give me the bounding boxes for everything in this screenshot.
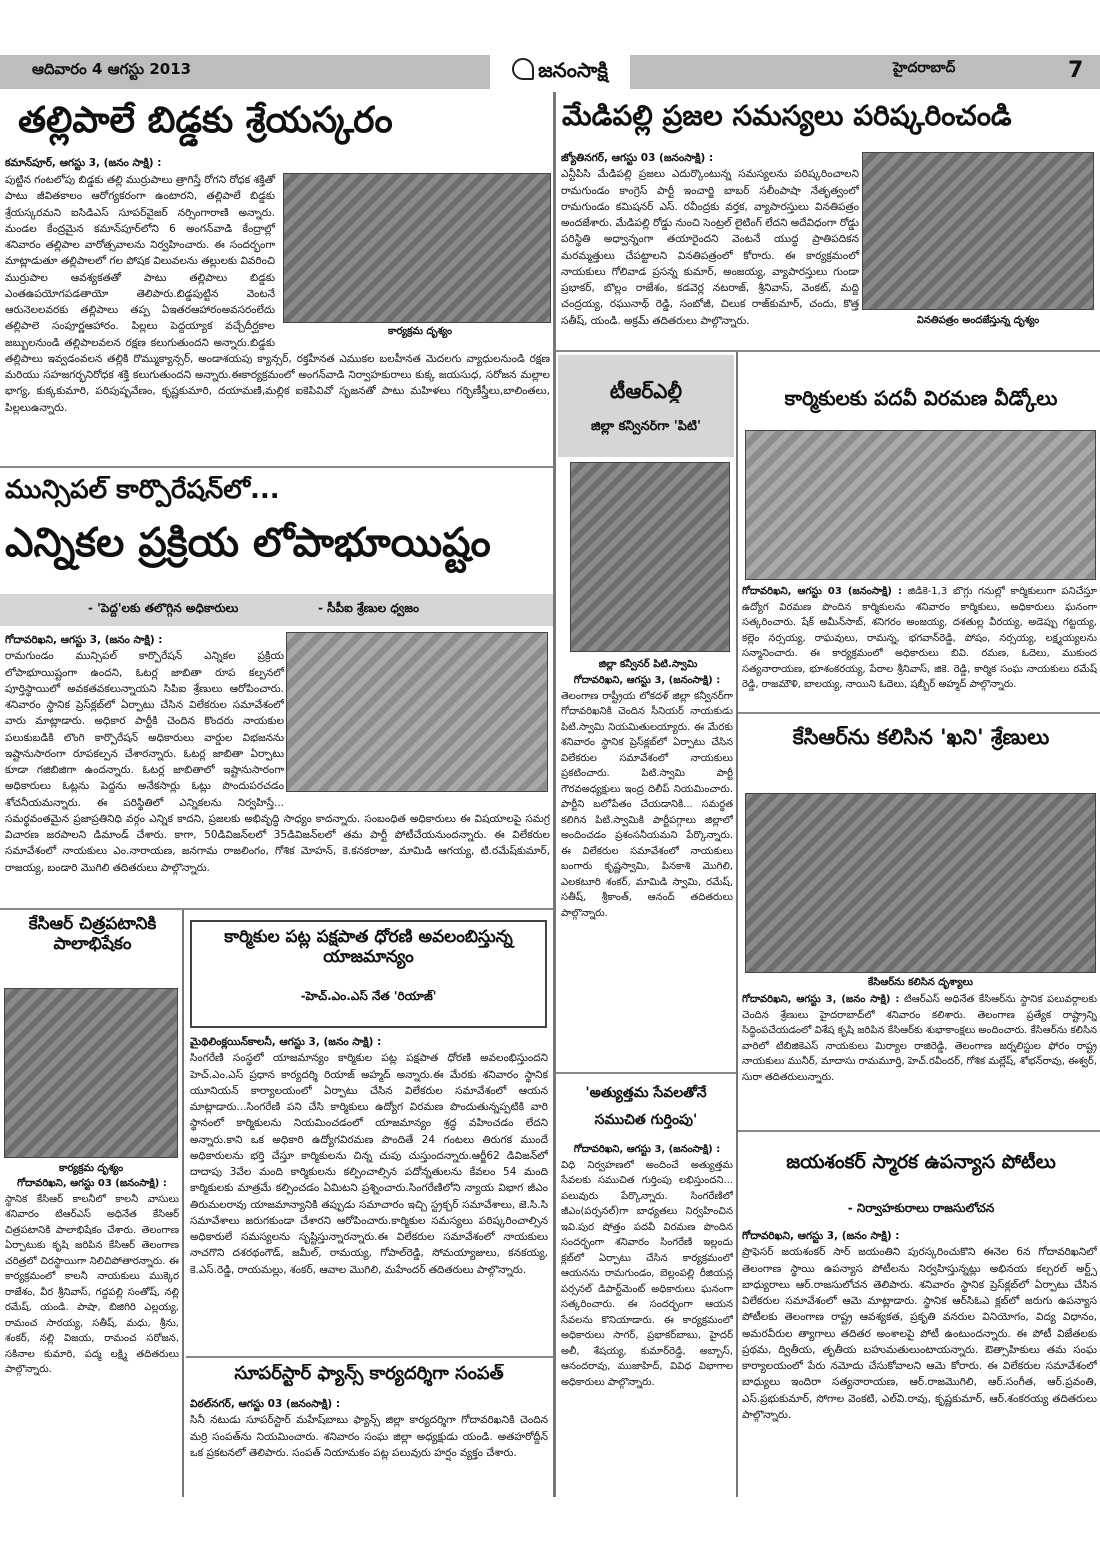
a3-headline: కేసిఆర్ చిత్రపటానికి పాలాభిషేకం [28, 915, 157, 954]
a8-dateline: గోదావరిఖని, ఆగస్టు 3, (జనంసాక్షి) : [573, 1144, 721, 1155]
a2-sub1: - 'పెద్ద'లకు తలొగ్గిన అధికారులు [88, 601, 239, 615]
a11-sub: - నిర్వాహకురాలు రాజసులోచన [847, 1202, 995, 1215]
masthead [490, 50, 630, 90]
a10-body: టిఆర్ఎస్ అధినేత కేసిఆర్‌ను స్థానిక పలువర్గాలకు చెందిన శ్రేణులు హైదరాబాద్‌లో శనివారం కలిశారు. తెలంగాణ ప్రత్యేక రాష్ట్రాన్ని సిద్ధింపచేయడంలో విశేష కృషి జరిపిన కేసిఆర్‌కు శుభాకాంక్షలు అందించారు. కేసిఆర్‌ను కలిసిన వారిలో టిబిజికెఎస్ నాయకులు మిర్యాల రాజిరెడ్డి, తెలంగాణ జర్నలిస్టుల ఫోరం రాష్ట్ర నాయకులు మునీర్, మాదాసు రామమూర్తి, హెచ్.రవీందర్, గోశిక మల్లేష్, శోభన్‌రావు, ఈశ్వర్, సురా తదితరులున్నారు. [742, 994, 1097, 1083]
a1-caption: కార్యక్రమ దృశ్యం [387, 326, 453, 337]
a3-caption: కార్యక్రమ దృశ్యం [58, 1163, 124, 1174]
a1-headline: తల్లిపాలే బిడ్డకు శ్రేయస్కరం [18, 100, 393, 141]
a6-body-wrap [561, 150, 1097, 346]
a7-photo [570, 462, 730, 652]
a1-body-wrap [5, 172, 550, 462]
a2-headline: ఎన్నికల ప్రక్రియ లోపాభూయిష్టం [5, 520, 491, 566]
column-divider [553, 92, 556, 1497]
a8-body: విధి నిర్వహణలో అందించే అత్యుత్తమ సేవలకు సముచిత గుర్తింపు లభిస్తుందని... పలువురు పేర్కొన్నారు. సింగరేణిలో జీఎం(పర్సనల్)గా బాధ్యతలు నిర్వహించిన ఇవి.పుర షోత్తం పదవీ విరమణ పొందిన సందర్భంగా శనివారం సింగరేణి ఇల్లందు క్లబ్‌లో ఏర్పాటు చేసిన కార్యక్రమంలో ఆయనను రామగుండం, బెల్లంపల్లి రీజియన్ల పర్సనల్ డిపార్ట్‌మెంట్ అధికారులు ఘనంగా సత్కరించారు. ఈ సందర్భంగా ఆయన సేవలను కొనియాడారు. ఈ కార్యక్రమంలో అధికారులు సాగర్, ప్రభాకర్‌బాబు, హైదర్ అలీ, శేషయ్య, కుమార్‌రెడ్డి, అబ్బాస్, ఆనందరావు, ముజాహిద్, వివిధ విభాగాల అధికారులు పాల్గొన్నారు. [561, 1159, 733, 1388]
a2-body-wrap [5, 632, 550, 902]
a11-body: ప్రొఫెసర్ జయశంకర్ సార్ జయంతిని పురస్కరించుకొని ఈనెల 6న గోదావరిఖనిలో తెలంగాణ స్థాయి ఉపన్యాస పోటీలను నిర్వహిస్తున్నట్లు అభినయ కల్చరల్ అర్ట్స్ బాధ్యురాలు ఆర్.రాజసులోచన తెలిపారు. శనివారం స్థానిక ప్రెస్‌క్లబ్‌లో ఏర్పాటు చేసిన విలేకరుల సమావేశంలో ఆమె మాట్లాడారు. స్థానిక ఆర్‌సిఓఎ క్లబ్‌లో జరుగు ఉపన్యాస పోటీలకు తెలంగాణ రాష్ట్ర ఆవశ్యకత, ప్రకృతి వనరుల వినియోగం, విద్య విధానం, అమరవీరుల త్యాగాలు తదితర అంశాలపై పోటీ ఉంటుందన్నారు. ఈ పోటీ విజేతలకు ప్రథమ, ద్వితీయ, తృతీయ బహుమతులుంటాయన్నారు. ఔత్సాహికులు తమ సంఘ కార్యాలయంలో పేరు నమోదు చేసుకోవాలని ఆమె కోరారు. ఈ విలేకరుల సమావేశంలో బాధ్యులు ఇందిరా సత్యనారాయణ, ఆర్.రాజమొగిలి, ఆర్.సంగీత, ఆర్.ప్రవంతి, ఎస్.ప్రభుకుమార్, సోగాల వెంకటి, ఎల్‌వి.రావు, కృష్ణకుమార్, ఆర్.శంకరయ్య తదితరులు పాల్గొన్నారు. [742, 1246, 1097, 1421]
a11-dateline: గోదావరిఖని, ఆగస్టు 3, (జనం సాక్షి) : [742, 1230, 900, 1242]
a9-body-wrap [742, 584, 1097, 704]
a7-body: తెలంగాణ రాష్ట్రీయ లోకదళ్ జిల్లా కన్వీనర్‌గా గోదావరిఖనికి చెందిన సీనియర్ నాయకుడు పిటి.స్వామి నియమితులయ్యారు. ఈ మేరకు శనివారం స్థానిక ప్రెస్‌క్లబ్‌లో ఏర్పాటు చేసిన విలేకరుల సమావేశంలో నాయకులు ప్రకటించారు. పిటి.స్వామి పార్టీ గౌరవఅధ్యక్షులు ఇంద్ర దిలీప్ నియమించారు. పార్టీని బలోపేతం చేయడానికి... సమర్థత కలిగిన పిటి.స్వామికి పార్టీపగ్గాలు జిల్లాలో అందించడం ప్రశంసనీయమని పేర్కొన్నారు. ఈ విలేకరుల సమావేశంలో నాయకులు బంగారు కృష్ణస్వామి, పినకాశి మొగిలి, ఎలకటూరి శంకర్, మామిడి స్వామి, రమేష్, సతీష్, శ్రీకాంత్, ఆనంద్ తదితరులు పాల్గొన్నారు. [561, 690, 733, 919]
a10-headline: కేసిఆర్‌ను కలిసిన 'ఖని' శ్రేణులు [792, 725, 1050, 749]
a2-dateline: గోదావరిఖని, ఆగస్టు 3, (జనం సాక్షి) : [5, 634, 163, 646]
a6-caption: వినతిపత్రం అందజేస్తున్న దృశ్యం [916, 315, 1040, 326]
a8-body-wrap [561, 1142, 733, 1497]
a11-body-wrap [742, 1228, 1097, 1498]
a5-body: సినీ నటుడు సూపర్‌స్టార్ మహేష్‌బాబు ఫ్యాన్స్ జిల్లా కార్యదర్శిగా గోదావరిఖనికి చెందిన మర్రి సంపత్‌ను నియమించారు. శనివారం సంఘ జిల్లా అధ్యక్షుడు యండి. అతహరోద్దీన్ ఒక ప్రకటనలో తెలిపారు. సంపత్ నియామకం పట్ల పలువురు హర్షం వ్యక్తం చేశారు. [190, 1414, 548, 1459]
a6-body: ఎన్టీపిసి మేడిపల్లి ప్రజలు ఎదుర్కొంటున్న సమస్యలను పరిష్కరించాలని రామగుండం కాంగ్రెస్ పార్టీ ఇంచార్జి బాబర్ సలీంపాషా నేతృత్వంలో రామగుండం కమిషనర్ ఎస్. రవీంద్రకు వర్తక, వ్యాపారస్తులు వినతిపత్రం అందజేశారు. మేడిపల్లి రోడ్డు నుంచి సెంట్రల్ లైటింగ్ లేదని అదేవిధంగా రోడ్డు పరిస్థితి అధ్వాన్నంగా తయారైందని వెంటనే యుద్ధ ప్రాతిపదికన మరమ్మత్తులు చేపట్టాలని వినతిపత్రంలో కోరారు. ఈ కార్యక్రమంలో నాయకులు గోలివాడ ప్రసన్న కుమార్, అంజయ్య, వ్యాపారస్తులు గుండా ప్రభాకర్, బొల్లం రాజేశం, కడవెర్ల నటరాజ్, శ్రీనివాస్, వెంకట్, మద్ది చంద్రయ్య, రఘునాథ్ రెడ్డి, సంబోజీ, చిలుక రాజ్‌కుమార్, చందు, కొత్త సతీష్, యండి. అక్రమ్ తదితరులు పాల్గొన్నారు. [561, 168, 859, 327]
a7-body-wrap [561, 673, 733, 1067]
a5-body-wrap [190, 1396, 548, 1496]
a9-photo [745, 430, 1096, 580]
a1-body: పుట్టిన గంటలోపు బిడ్డకు తల్లి ముర్రుపాలు త్రాగిస్తే రోగని రోధక శక్తితో పాటు జీవితకాలం ఆరోగ్యకరంగా ఉంటారని, తల్లిపాలే బిడ్డకు శ్రేయస్కరమని ఐసిడిఎస్ సూపర్‌వైజర్ నర్సింగారాణి అన్నారు. మండల కేంద్రమైన కమాన్‌పూర్‌లోని 6 అంగన్‌వాడి కేంద్రాల్లో శనివారం తల్లిపాల వారోత్సవాలను నిర్వహించారు. ఈ సందర్భంగా మాట్లాడుతూ తల్లిపాలలో గల పోషక విలువలను తల్లులకు వివరించి ముర్రుపాల ఆవశ్యకతతో పాటు తల్లిపాలు బిడ్డకు ఎంతఉపయోగపడతాయో తెలిపారు.బిడ్డపుట్టిన వెంటనే ఆరునెలలవరకు తల్లిపాలు తప్ప ఏఇతరఆహారంఅవసరంలేదు తల్లిపాలె సంపూర్ణఆహారం. పిల్లలు పెద్దయ్యాక వచ్చేదీర్ఘకాల జబ్బులనుండి తల్లిపాలవలన రక్షణ కలుగుతుందని అన్నారు.బిడ్డకు తల్లిపాలు ఇవ్వడంవలన తల్లికి రొమ్ముక్యాన్సర్, అండాశయపు క్యాన్సర్, రక్తహీనత ఎముకల బలహీనత మెదలగు వ్యాధులనుండి రక్షణ మరియు సహజగర్భనిరోధక శక్తి కలుగుతుందని అన్నారు.ఈకార్యక్రమంలో అంగన్‌వాడి నిర్వాహకురాలు కుక్క జయసుధ, సరోజన మల్లాల భాగ్య, కుక్కకుమారి, పరిపుష్పవేణం, కృష్ణకుమారి, దయామణి,మల్లిక ఐకెపివివో సృజనతో పాటు మహిళలు గర్భిణీస్త్రీలు,బాలింతలు, పిల్లలుఉన్నారు. [5, 174, 550, 414]
a11-headline: జయశంకర్ స్మారక ఉపన్యాస పోటీలు [786, 1152, 1056, 1173]
a9-dateline: గోదావరిఖని, ఆగస్టు 03 (జనంసాక్షి) : [742, 586, 902, 597]
a10-dateline: గోదావరిఖని, ఆగస్టు 3, (జనం సాక్షి) : [742, 994, 900, 1005]
a3-body: స్థానిక కేసిఆర్ కాలనీలో కాలనీ వాసులు శనివారం టిఆర్ఎస్ అధినేత కేసిఆర్ చిత్రపటానికి పాలాభిషేకం చేశారు. తెలంగాణ ఏర్పాటుకు కృషి జరిపిన కేసిఆర్ తెలంగాణ చరిత్రలో చిరస్థాయిగా నిలిచిపోతారన్నారు. ఈ కార్యక్రమంలో కాలనీ నాయకులు ముక్కెర రాజేశం, వీర శ్రీనివాస్, గద్దపల్లి సంతోష్, నల్లి రమేష్, యండి. పాషా, బిజిగిరి ఎల్లయ్య, రామంచ సారయ్య, సతీష్, మధు, శ్రీను, శంకర్, నల్లి విజయ, రామంచ సరోజన, సకినాల కుమారి, పద్మ లక్ష్మి తదితరులు పాల్గొన్నారు. [5, 1193, 179, 1375]
a9-headline: కార్మికులకు పదవీ విరమణ వీడ్కోలు [784, 387, 1058, 410]
a4-body-wrap [190, 1034, 548, 1352]
a7-sub: జిల్లా కన్వీనర్‌గా 'పిటి' [590, 420, 702, 434]
a7-caption: జిల్లా కన్వీనర్ పిటి.స్వామి [598, 659, 698, 670]
a2-kicker: మున్సిపల్ కార్పొరేషన్‌లో... [5, 476, 280, 505]
a10-caption: కేసిఆర్‌ను కలిసిన దృశ్యాలు [868, 977, 973, 988]
masthead-logo-icon [512, 58, 534, 80]
a3-dateline: గోదావరిఖని, ఆగస్టు 03 (జనంసాక్షి) : [17, 1178, 167, 1189]
a7-dateline: గోదావరిఖని, ఆగస్టు 3, (జనంసాక్షి) : [573, 675, 721, 686]
a6-dateline: జ్యోతినగర్, ఆగస్టు 03 (జనంసాక్షి) : [561, 152, 714, 164]
a10-photo [745, 793, 1096, 973]
a5-dateline: విఠల్‌నగర్, ఆగస్టు 03 (జనంసాక్షి) : [190, 1398, 341, 1410]
page-number: 7 [1068, 58, 1084, 83]
a5-headline: సూపర్‌స్టార్ ఫ్యాన్స్ కార్యదర్శిగా సంపత్ [234, 1364, 504, 1384]
a7-headline: టీఆర్ఎల్డీ [609, 380, 683, 403]
issue-date: ఆదివారం 4 ఆగస్టు 2013 [32, 60, 192, 78]
a2-body: రామగుండం మున్సిపల్ కార్పొరేషన్ ఎన్నికల ప్రక్రియ లోపాభూయిష్టంగా ఉందని, ఓటర్ల జాబితా రూప కల్పనలో పూర్తిస్థాయిలో అవకతవకలున్నాయని సిపిఐ శ్రేణులు ఆరోపించారు. శనివారం స్థానిక ప్రెస్‌క్లబ్‌లో ఏర్పాటు చేసిన విలేకరుల సమావేశంలో వారు మాట్లాడారు. అధికార పార్టీకి చెందిన కొందరు నాయకుల పలుకుబడికి లొంగి కార్పొరేషన్ అధికారులు వార్డుల విభజనను ఇష్టానుసారంగా రూపకల్పన చేశారన్నారు. ఓటర్ల జాబితా ఏర్పాటు కూడా గజిబిజిగా ఉందన్నారు. ఓటర్ల జాబితాలో ఇష్టానుసారంగా అధికారులు ఓట్లను పెద్దను అనేకసార్లు ఓట్లు పొందుపరచడం శోచనీయమన్నారు. ఈ పరిస్థితిలో ఎన్నికలను నిర్వహిస్తే... సమర్థవంతమైన ప్రజాప్రతినిధి వర్గం ఎన్నిక కాదని, ప్రజలకు అభివృద్ధి సాధ్యం కాదన్నారు. సంబంధిత అధికారులు ఈ విషయాలపై సమగ్ర విచారణ జరపాలని డిమాండ్ చేశారు. కాగా, 50డివిజన్‌లలో 35డివిజన్‌లలో తమ పార్టీ పోటీచేయనుందన్నారు. ఈ విలేకరుల సమావేశంలో నాయకులు ఎం.నారాయణ, జనగామ రాజలింగం, గోశిక మోహన్, కె.కనకరాజు, మామిడి ఆగయ్య, టి.రమేష్‌కుమార్, రాజయ్య, బండారి మొగిలి తదితరులు పాల్గొన్నారు. [5, 650, 550, 874]
a4-dateline: మైథిలింక్లయిన్‌కాలనీ, ఆగస్టు 3, (జనం సాక్షి) : [190, 1036, 382, 1048]
a9-body: జిడికె-1,3 బొగ్గు గనుల్లో కార్మికులుగా పనిచేస్తూ ఉద్యోగ విరమణ పొందిన కార్మికులను శనివారం కార్మికులు, అధికారులు ఘనంగా సత్కరించారు. షేక్ అమీన్‌సాబ్, శనిగరం అంజయ్య, దశతుల్ల వీరయ్య, అడెప్పు గట్టయ్య, కల్లెం నర్సయ్య, రాఘవులు, రామన్న, భగవాన్‌రెడ్డి, పోషం, నర్సయ్య, లక్ష్మయ్యలను సన్మానించారు. ఈ కార్యక్రమంలో అధికారులు బివి. రమణ, ఓదెలు, ముకుంద సత్యనారాయణ, భూశంకరయ్య, పేరాల శ్రీనివాస్, జికె. రెడ్డి, కార్మిక సంఘ నాయకులు రమేష్ రెడ్డి, రాజమౌళి, బాలయ్య, నాయిని ఓదెలు, షబ్బీర్ అహ్మద్ పాల్గొన్నారు. [742, 586, 1097, 690]
a8-headline: 'అత్యుత్తమ సేవలతోనే సముచిత గుర్తింపు' [585, 1085, 707, 1128]
a3-photo [4, 988, 178, 1158]
a6-headline: మేడిపల్లి ప్రజల సమస్యలు పరిష్కరించండి [562, 100, 1012, 132]
a4-body: సింగరేణి సంస్థలో యాజమాన్యం కార్మికుల పట్ల పక్షపాత ధోరణి అవలంభిస్తుందని హెచ్.ఎం.ఎస్ ప్రధాన కార్యదర్శి రియాజ్ అహ్మద్ అన్నారు.ఈ మేరకు శనివారం స్థానిక యూనియన్ కార్యాలయంలో ఏర్పాటు చేసిన విలేకరుల సమావేశంలో ఆయన మాట్లాడారు...సింగరేణి పని చేసి కార్మికులు ఉద్యోగ విరమణ పొందుతున్నప్పటికి వారి స్థానంలో కార్మికులను నియమించడంలో యాజమాన్యం శ్రద్ధ వహించడం లేదని అన్నారు.కాని ఒక అధికారి ఉద్యోగవిరమణ పొందితే 24 గంటలు తిరుగక ముందే అధికారులను భర్తి చేస్తూ కార్మికులను చిన్న చుపు చుస్తుందన్నారు.ఆర్జీ62 డివిజన్‌లో దాదాపు 3వేల మంది కార్మికులను కల్పించాల్సిన పదోన్నతులను కేవలం 54 మంది కార్మికులకు మాత్రమే కల్పించడం ఏమిటని ప్రశ్నించారు.సింగరేణిలోని న్యాయ విభాగ జీఎం తిరుమలరావు యాజమాన్యానికి తప్పుడు సమాచారం ఇచ్చి స్ట్రక్చర్ సమావేశాలు, జె.సి.సి సమావేశాలు జరుగకుండా చేశారని ఆరోపించారు.కార్మికుల సమస్యలు పరిష్కరించాల్సిన అధికారులే సమస్యలను సృష్టిస్తున్నారన్నారు.ఈ విలేకరుల సమావేశంలో నాయకులు నాచగొని దశరథంగౌడ్, జమీల్, రామయ్య, గోపాల్‌రెడ్డి, సోమయ్యాజులు, కనకయ్య, కె.ఎస్.రెడ్డి, రాయమల్లు, శంకర్, ఆవాల మొగిలి, మహేందర్ తదితరులు పాల్గొన్నారు. [190, 1052, 548, 1276]
a4-sub: -హెచ్.ఎం.ఎస్ నేత 'రియాజ్' [300, 990, 437, 1003]
a10-body-wrap [742, 992, 1097, 1112]
a1-dateline: కమాన్‌పూర్, ఆగస్టు 3, (జనం సాక్షి) : [5, 157, 162, 169]
a4-headline: కార్మికుల పట్ల పక్షపాత ధోరణి అవలంబిస్తున్న యాజమాన్యం [224, 928, 513, 967]
masthead-title: జనంసాక్షి [538, 58, 608, 82]
a2-sub2: - సీపీఐ శ్రేణుల ధ్వజం [318, 601, 420, 615]
a3-body-wrap [5, 1176, 179, 1496]
edition-city: హైదరాబాద్ [893, 60, 956, 76]
